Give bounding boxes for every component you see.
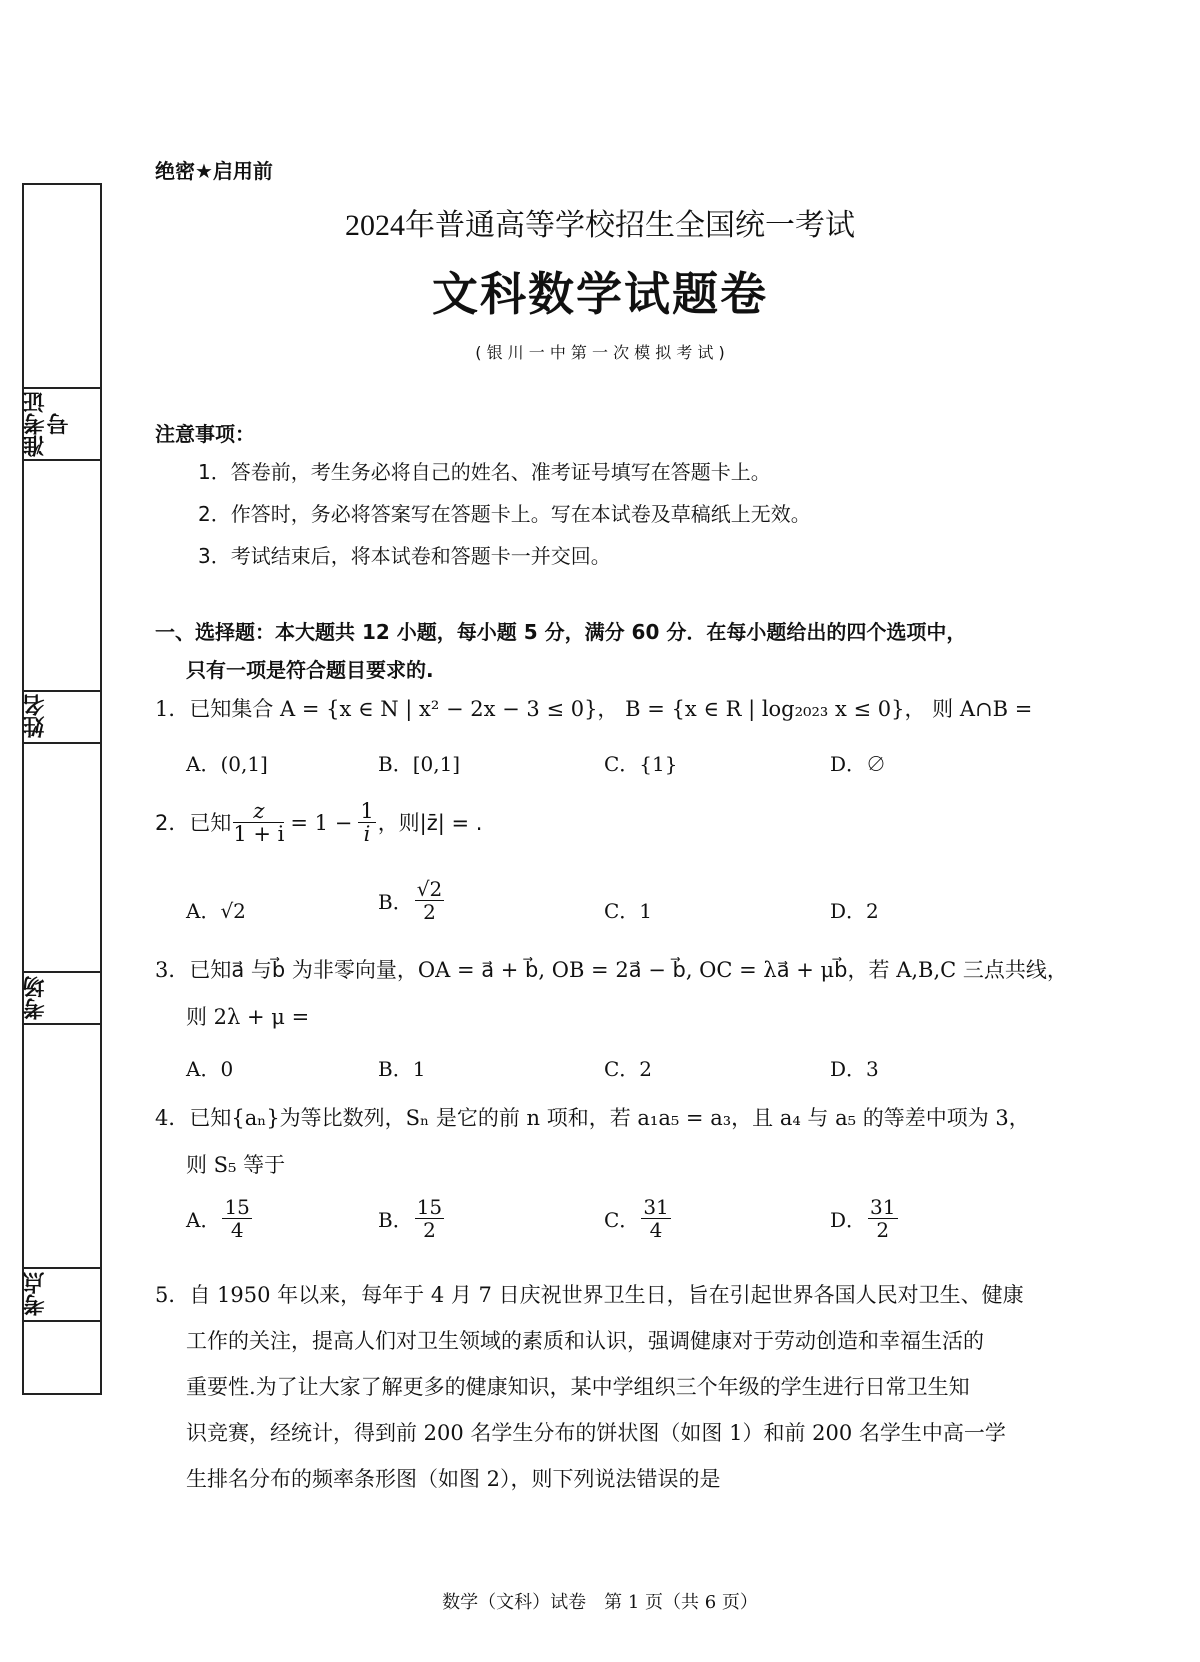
question-5-line: 5．自 1950 年以来，每年于 4 月 7 日庆祝世界卫生日，旨在引起世界各国人民对卫生、健康	[155, 1283, 1024, 1307]
question-3-stem: 3．已知a⃗ 与b⃗ 为非零向量，OA = a⃗ + b⃗, OB = 2a⃗ − b⃗, OC = λa⃗ + μb⃗，若 A,B,C 三点共线，	[155, 958, 1068, 982]
page-footer: 数学（文科）试卷 第 1 页（共 6 页）	[442, 1592, 758, 1613]
sidebar-divider	[24, 742, 100, 744]
sidebar-label-ticket-number: 准考证号	[23, 391, 72, 457]
binding-sidebar	[22, 183, 102, 1395]
question-3-option-b: B．1	[378, 1057, 426, 1081]
fraction-denominator: i	[363, 822, 371, 846]
sidebar-divider	[24, 1023, 100, 1025]
notice-item: 2．作答时，务必将答案写在答题卡上。写在本试卷及草稿纸上无效。	[198, 502, 811, 526]
option-label: B．	[378, 1208, 413, 1232]
exam-subtitle-text: 2024年普通高等学校招生全国统一考试	[345, 209, 855, 242]
sidebar-divider	[24, 1320, 100, 1322]
question-1-option-b: B．[0,1]	[378, 752, 461, 776]
sidebar-divider	[24, 690, 100, 692]
fraction	[222, 1196, 251, 1241]
question-5-line: 识竞赛，经统计，得到前 200 名学生分布的饼状图（如图 1）和前 200 名学生中高一学	[186, 1421, 1006, 1445]
question-1-option-d: D．∅	[830, 752, 887, 776]
question-4-option-c	[604, 1196, 673, 1241]
sidebar-divider	[24, 1267, 100, 1269]
question-4-stem-cont: 则 S₅ 等于	[186, 1153, 286, 1177]
fraction-denominator: 2	[876, 1218, 890, 1242]
sidebar-divider	[24, 387, 100, 389]
fraction-numerator: 15	[224, 1195, 250, 1219]
secret-mark: 绝密★启用前	[155, 159, 273, 183]
question-1-stem: 1．已知集合 A = {x ∈ N | x² − 2x − 3 ≤ 0}， B = {x ∈ R | log₂₀₂₃ x ≤ 0}， 则 A∩B =	[155, 697, 1033, 721]
sidebar-label-exam-site: 考点	[23, 1272, 48, 1316]
question-2-stem	[155, 800, 482, 845]
fraction-numerator: 15	[416, 1195, 443, 1219]
fraction-denominator: 2	[423, 900, 436, 924]
fraction	[415, 878, 444, 923]
question-3-option-d: D．3	[830, 1057, 879, 1081]
question-5-line: 生排名分布的频率条形图（如图 2），则下列说法错误的是	[186, 1467, 721, 1491]
fraction-numerator: z	[233, 800, 284, 823]
option-label: A．	[186, 1208, 221, 1232]
fraction	[233, 800, 284, 845]
question-1-option-a: A．(0,1]	[186, 752, 268, 776]
question-4-option-a	[186, 1196, 254, 1241]
fraction-denominator: 4	[230, 1218, 244, 1242]
fraction	[415, 1196, 444, 1241]
fraction-numerator: 1	[360, 799, 374, 823]
question-1-option-c: C．{1}	[604, 752, 678, 776]
question-2-prefix: 2．已知	[155, 810, 232, 835]
notice-heading: 注意事项：	[155, 422, 255, 446]
question-2-suffix: ，则|z̄| = .	[377, 810, 483, 835]
fraction-numerator: √2	[416, 877, 443, 901]
fraction	[358, 800, 375, 845]
fraction-numerator: 31	[870, 1195, 896, 1219]
question-2-option-a: A．√2	[186, 899, 246, 923]
option-label: C．	[604, 1208, 640, 1232]
sidebar-divider	[24, 971, 100, 973]
question-2-mid: = 1 −	[290, 810, 353, 835]
question-2-option-b	[378, 878, 446, 923]
notice-item: 1．答卷前，考生务必将自己的姓名、准考证号填写在答题卡上。	[198, 460, 771, 484]
question-2-option-c: C．1	[604, 899, 653, 923]
notice-item: 3．考试结束后，将本试卷和答题卡一并交回。	[198, 544, 611, 568]
exam-name: ( 银 川 一 中 第 一 次 模 拟 考 试 )	[475, 343, 725, 362]
sidebar-divider	[24, 459, 100, 461]
fraction-denominator: 4	[649, 1218, 663, 1242]
option-label: D．	[830, 1208, 867, 1232]
question-4-option-b	[378, 1196, 446, 1241]
fraction-denominator: 1 + i	[233, 822, 285, 846]
sidebar-label-exam-room: 考场	[23, 976, 48, 1020]
section-heading: 一、选择题：本大题共 12 小题，每小题 5 分，满分 60 分．在每小题给出的四个选项中，	[155, 620, 967, 644]
sidebar-label-name: 姓名	[23, 694, 48, 738]
question-2-option-d: D．2	[830, 899, 879, 923]
fraction-numerator: 31	[643, 1195, 669, 1219]
section-heading-cont: 只有一项是符合题目要求的.	[186, 658, 434, 682]
fraction	[641, 1196, 670, 1241]
question-3-option-a: A．0	[186, 1057, 234, 1081]
exam-subtitle	[0, 200, 1200, 244]
question-5-line: 工作的关注，提高人们对卫生领域的素质和认识，强调健康对于劳动创造和幸福生活的	[186, 1329, 984, 1353]
option-label: B．	[378, 890, 413, 914]
fraction-denominator: 2	[423, 1218, 436, 1242]
question-3-stem-cont: 则 2λ + μ =	[186, 1005, 310, 1029]
question-4-option-d	[830, 1196, 900, 1241]
question-5-line: 重要性.为了让大家了解更多的健康知识，某中学组织三个年级的学生进行日常卫生知	[186, 1375, 970, 1399]
question-4-stem: 4．已知{aₙ}为等比数列，Sₙ 是它的前 n 项和，若 a₁a₅ = a₃，且 a₄ 与 a₅ 的等差中项为 3，	[155, 1106, 1030, 1130]
question-3-option-c: C．2	[604, 1057, 653, 1081]
page-title: 文科数学试题卷	[432, 267, 768, 321]
fraction	[868, 1196, 897, 1241]
